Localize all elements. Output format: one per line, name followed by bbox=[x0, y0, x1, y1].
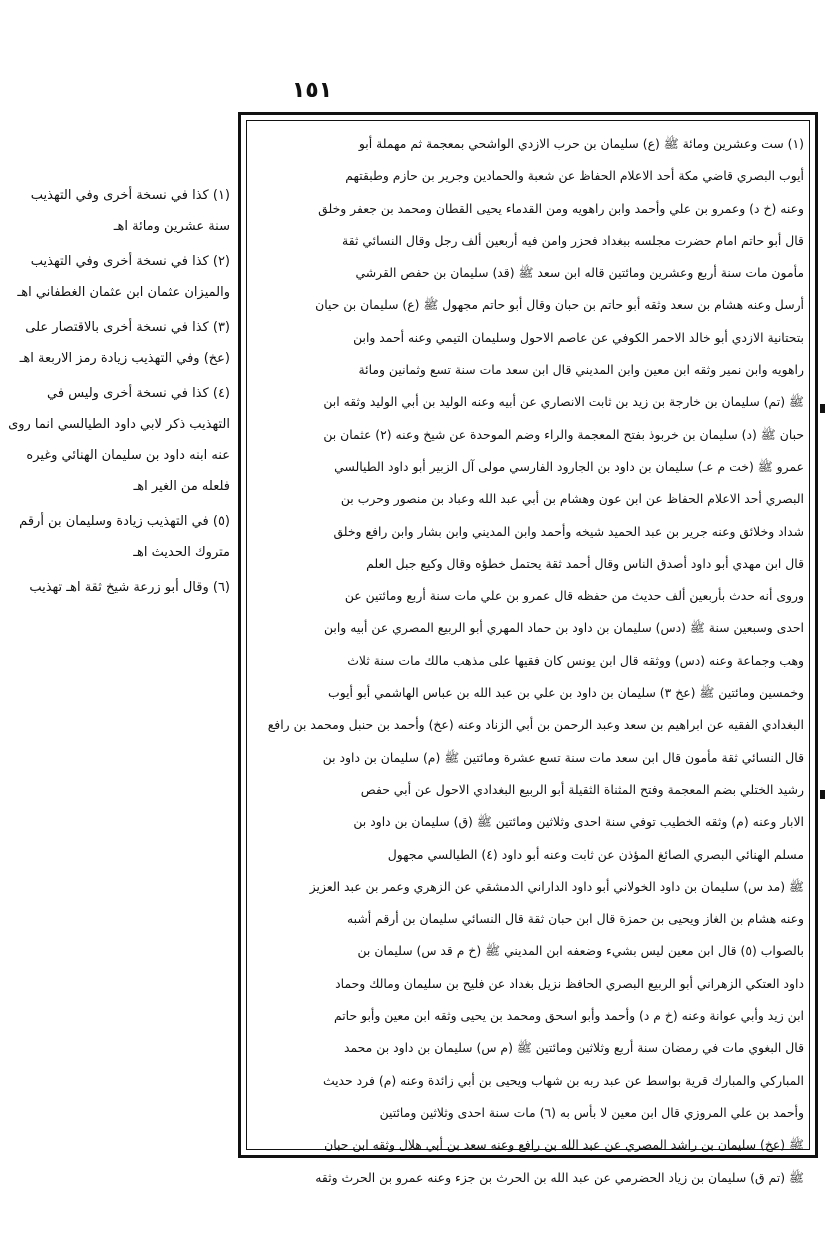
text-line: ﷺ (مد س) سليمان بن داود الخولاني أبو داود الداراني الدمشقي عن الزهري وعمر بن عبد العزيز bbox=[309, 878, 804, 894]
footnote: (٦) وقال أبو زرعة شيخ ثقة اهـ تهذيب bbox=[29, 580, 230, 595]
text-line: البغدادي الفقيه عن ابراهيم بن سعد وعبد الرحمن بن أبي الزناد وعنه (عخ) وأحمد بن حنبل ومحمد بن رافع bbox=[267, 717, 804, 733]
footnote: (٢) كذا في نسخة أخرى وفي التهذيب والميزان عثمان ابن عثمان الغطفاني اهـ bbox=[17, 254, 230, 300]
text-line: أرسل وعنه هشام بن سعد وثقه أبو حاتم بن حبان وقال أبو حاتم مجهول ﷺ (ع) سليمان بن حيان bbox=[315, 297, 804, 313]
text-line: وهب وجماعة وعنه (دس) ووثقه قال ابن يونس كان فقيها على مذهب مالك مات سنة ثلاث bbox=[347, 652, 804, 668]
footnotes-column bbox=[8, 180, 230, 607]
main-text-block bbox=[252, 128, 804, 1185]
text-line: رشيد الختلي بضم المعجمة وفتح المثناة الثقيلة أبو الربيع البغدادي الاحول عن أبي حفص bbox=[360, 781, 804, 797]
text-line: وأحمد بن علي المروزي قال ابن معين لا بأس به (٦) مات سنة احدى وثلاثين ومائتين bbox=[379, 1104, 804, 1120]
text-line: أيوب البصري قاضي مكة أحد الاعلام الحفاظ عن شعبة والحمادين وجرير بن حازم وطبقتهم bbox=[345, 168, 804, 184]
text-line: ﷺ (تم) سليمان بن خارجة بن زيد بن ثابت الانصاري عن أبيه وعنه الوليد بن أبي الوليد وثقه ابن bbox=[323, 394, 804, 410]
text-line: وخمسين ومائتين ﷺ (عخ ٣) سليمان بن داود بن علي بن عبد الله بن عباس الهاشمي أبو أيوب bbox=[328, 685, 804, 701]
footnote: (٥) في التهذيب زيادة وسليمان بن أرقم متروك الحديث اهـ bbox=[19, 514, 230, 560]
text-line: ابن زيد وأبي عوانة وعنه (خ م د) وأحمد وأبو اسحق ومحمد بن يحيى وثقه ابن معين وأبو حاتم bbox=[333, 1008, 804, 1024]
text-line: قال البغوي مات في رمضان سنة أربع وثلاثين ومائتين ﷺ (م س) سليمان بن داود بن محمد bbox=[344, 1040, 804, 1056]
footnote: (٤) كذا في نسخة أخرى وليس في التهذيب ذكر لابي داود الطيالسي انما روى عنه ابنه داود بن سليمان الهنائي وغيره فلعله من الغير اهـ bbox=[8, 386, 230, 494]
text-line: ﷺ (تم ق) سليمان بن زياد الحضرمي عن عبد الله بن الحرث بن جزء وعنه عمرو بن الحرث وثقه bbox=[315, 1169, 804, 1185]
text-line: راهويه وابن نمير وثقه ابن معين وابن المديني قال ابن سعد مات سنة تسع وثمانين ومائة bbox=[358, 362, 804, 378]
page-number: ١٥١ bbox=[291, 78, 333, 103]
text-line: ﷺ (عخ) سليمان بن راشد المصري عن عبد الله بن رافع وعنه سعد بن أبي هلال وثقه ابن حبان bbox=[324, 1137, 804, 1153]
footnote: (٣) كذا في نسخة أخرى بالاقتصار على (عخ) وفي التهذيب زيادة رمز الاربعة اهـ bbox=[19, 320, 230, 366]
text-line: مسلم الهنائي البصري الصائغ المؤذن عن ثابت وعنه أبو داود (٤) الطيالسي مجهول bbox=[387, 846, 804, 862]
text-line: (١) ست وعشرين ومائة ﷺ (ع) سليمان بن حرب الازدي الواشحي بمعجمة ثم مهملة أبو bbox=[358, 136, 804, 151]
text-line: بتحتانية الازدي أبو خالد الاحمر الكوفي عن عاصم الاحول وسليمان التيمي وعنه أحمد وابن bbox=[353, 329, 804, 345]
text-line: الابار وعنه (م) وثقه الخطيب توفي سنة احدى وثلاثين ومائتين ﷺ (ق) سليمان بن داود بن bbox=[353, 814, 804, 830]
text-line: وعنه هشام بن الغاز ويحيى بن حمزة قال ابن حبان ثقة قال النسائي سليمان بن أرقم أشبه bbox=[346, 911, 804, 927]
margin-mark bbox=[820, 404, 825, 413]
margin-mark bbox=[820, 790, 825, 799]
text-line: بالصواب (٥) قال ابن معين ليس بشيء وضعفه ابن المديني ﷺ (خ م قد س) سليمان بن bbox=[357, 943, 804, 959]
text-line: البصري أحد الاعلام الحفاظ عن ابن عون وهشام بن أبي عبد الله وعباد بن منصور وحرب بن bbox=[340, 491, 804, 507]
footnote: (١) كذا في نسخة أخرى وفي التهذيب سنة عشرين ومائة اهـ bbox=[30, 188, 230, 234]
text-line: وعنه (خ د) وعمرو بن علي وأحمد وابن راهويه ومن القدماء يحيى القطان ومحمد بن جعفر وخلق bbox=[318, 200, 804, 216]
text-line: احدى وسبعين سنة ﷺ (دس) سليمان بن داود بن حماد المهري أبو الربيع المصري عن أبيه وابن bbox=[323, 620, 804, 636]
text-line: قال النسائي ثقة مأمون قال ابن سعد مات سنة تسع عشرة ومائتين ﷺ (م) سليمان بن داود بن bbox=[322, 749, 804, 765]
text-line: عمرو ﷺ (خت م عـ) سليمان بن داود بن الجارود الفارسي مولى آل الزبير أبو داود الطيالسي bbox=[334, 458, 804, 474]
text-line: قال أبو حاتم امام حضرت مجلسه ببغداد فحزر وامن فيه أربعين ألف رجل وقال النسائي ثقة bbox=[342, 232, 804, 248]
text-line: قال ابن مهدي أبو داود أصدق الناس وقال أحمد ثقة يحتمل خطؤه وقال وكيع جبل العلم bbox=[366, 555, 804, 571]
text-line: مأمون مات سنة أربع وعشرين ومائتين قاله ابن سعد ﷺ (قد) سليمان بن حفص القرشي bbox=[355, 265, 804, 281]
text-line: المباركي والمبارك قرية بواسط عن عبد ربه بن شهاب ويحيى بن أبي زائدة وعنه (م) فرد حديث bbox=[322, 1072, 804, 1088]
text-line: شداد وخلائق وعنه جرير بن عبد الحميد شيخه وأحمد وابن المديني وابن بشار وابن رافع وخلق bbox=[333, 523, 804, 539]
text-line: وروى أنه حدث بأربعين ألف حديث من حفظه قال عمرو بن علي مات سنة أربع ومائتين عن bbox=[344, 588, 804, 604]
text-line: داود العتكي الزهراني أبو الربيع البصري الحافظ نزيل بغداد عن فليح بن سليمان ومالك وحماد bbox=[335, 975, 804, 991]
text-line: حبان ﷺ (د) سليمان بن خربوذ بفتح المعجمة والراء وضم الموحدة عن شيخ وعنه (٢) عثمان بن bbox=[323, 426, 804, 442]
